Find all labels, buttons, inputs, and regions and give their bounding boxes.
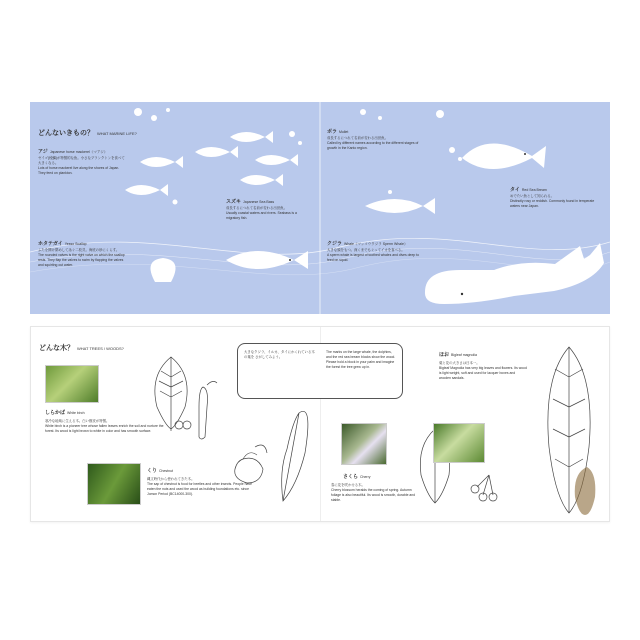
kuri-text: 縄文時代から使われてきた木。 The sap of chestnut is food for beetles and other insects. People have eaten the nuts and used the wood as building foundations etc. since Jomon Period (BC14000-300).: [147, 477, 252, 496]
marine-life-spread: [30, 102, 610, 314]
marine-title: どんないきもの？ WHAT MARINE LIFE?: [38, 130, 137, 137]
tai-text: めでたい魚として知られる。 Distinctly rosy or reddish. Commonly found in temperate waters near Japan.: [510, 194, 595, 208]
sakura-label: さくら Cherry: [343, 474, 371, 480]
trees-spread: [30, 326, 610, 522]
magnolia-fruit: [575, 467, 596, 515]
aji-text: ゼイゴ(稜鱗)が特徴的な魚。小さなプランクトンを食べて大きくなる。 Lots of horse mackerel live along the shores of Japan. They feed on plankton.: [38, 156, 125, 175]
spread-fold: [319, 102, 321, 314]
trees-title: どんな木？ WHAT TREES / WOODS?: [39, 345, 124, 352]
hoo-label: ほお Bigleaf magnolia: [439, 352, 477, 358]
sakura-text: 春に花を咲かせる木。 Cherry blossom heralds the coming of spring. Autumn foliage is also beautiful. Its wood is smooth, durable and stable.: [331, 483, 416, 502]
bora-label: ボラ Mullet: [327, 129, 349, 135]
magnolia-photo: [433, 423, 485, 463]
kuri-label: くり Chestnut: [147, 468, 174, 474]
bubble-text-en: The marks on the large whale, the dolphins, and the red sea bream blocks show the wood. Please hold a block in your palm and imagine the forest the tree grew up in.: [326, 350, 396, 369]
cherry-photo: [341, 423, 387, 465]
hotate-label: ホタテガイ Yesso Scallop: [38, 241, 87, 247]
tai-label: タイ Red Sea Bream: [510, 187, 547, 193]
shirakaba-text: 寒冷な地域に生える木。白い樹皮が特徴。 White birch is a pioneer tree whose fallen leaves enrich the soil and nurture the forest. Its wood is light brown to white in color and has smooth surface.: [45, 419, 164, 433]
aji-label: アジ Japanese horse mackerel《マアジ》: [38, 149, 108, 155]
speech-bubble: [237, 343, 403, 399]
hoo-text: 葉と花の大きさは日本一。 Bigleaf Magnolia has very big leaves and flowers. Its wood is light weight, soft and used for lacquer boxes and wooden sandals.: [439, 361, 527, 380]
shirakaba-label: しらかば White birch: [45, 410, 85, 416]
scallop: [151, 258, 176, 282]
birch-catkin: [199, 381, 217, 439]
cherry-fruit: [477, 475, 493, 495]
red-sea-bream: [462, 143, 546, 169]
chestnut-burr: [255, 445, 267, 453]
hotate-text: ふたを開け閉めして泳ぐ二枚貝。海底の砂にくらす。 The rounded valves is the right valve on which the scallop rests. They flap the valves to swim by flapping the valves and squirting out water.: [38, 248, 125, 267]
bora-text: 成長するにつれて名前が変わる出世魚。 Called by different names according to the different stages of growth in the Kanto region.: [327, 136, 419, 150]
chestnut-leaf: [282, 411, 308, 501]
bubble-text-jp: 大きなクジラ、イルカ、タイにかくれている木の葉を さがしてみよう。: [244, 350, 315, 359]
mullet: [365, 198, 435, 214]
suzuki-label: スズキ Japanese Sea Bass: [226, 199, 275, 205]
horse-mackerel-school: [125, 131, 298, 196]
chestnut-photo: [87, 463, 141, 505]
suzuki-text: 成長するにつれて名前が変わる出世魚。 Usually coastal waters and rivers. Seabass is a migratory fish.: [226, 206, 297, 220]
kujira-label: クジラ Whale《マッコウクジラ Sperm Whale》: [327, 241, 408, 247]
kujira-text: 大きな頭をもつ。深くまでもぐってイカを食べる。 A sperm whale is largest of toothed whales and dives deep to feed on squid.: [327, 248, 419, 262]
